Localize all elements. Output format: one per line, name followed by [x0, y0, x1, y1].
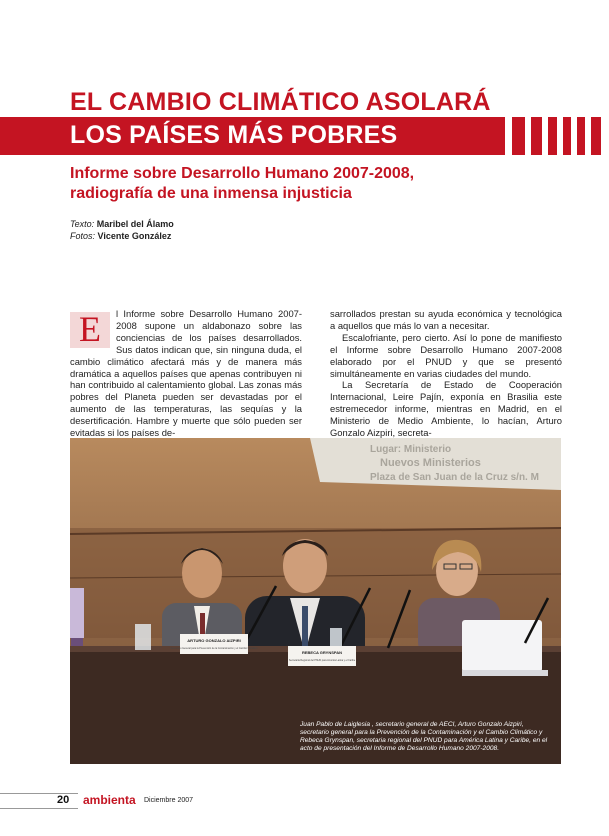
- decor-stripe: [512, 117, 525, 155]
- article-column-2: [330, 308, 562, 439]
- drop-cap: E: [70, 312, 110, 348]
- page-number: 20: [57, 794, 70, 806]
- text-credit-author: Maribel del Álamo: [96, 219, 174, 229]
- backdrop-sign-line: Plaza de San Juan de la Cruz s/n. M: [370, 472, 539, 483]
- paragraph: La Secretaría de Estado de Cooperación Internacional, Leire Pajín, exponía en Brasilia este estremecedor informe, mientras en Madrid, en el Ministerio de Medio Ambiente, lo hacían, Arturo Gonzalo Aizpiri, secreta-: [330, 379, 562, 439]
- decor-stripe: [577, 117, 585, 155]
- paragraph: Escalofriante, pero cierto. Así lo pone de manifiesto el Informe sobre Desarrollo Humano 2007-2008 elaborado por el PNUD y que se presentó simultáneamente en varias ciudades del mundo.: [330, 331, 562, 379]
- text-credit: [70, 219, 174, 230]
- paragraph: sarrollados prestan su ayuda económica y tecnológica a aquellos que más lo van a necesitar.: [330, 308, 562, 331]
- decor-stripe: [548, 117, 557, 155]
- paragraph: l Informe sobre Desarrollo Humano 2007-2008 supone un aldabonazo sobre las conciencias de los países desarrollados. Sus datos indican que, sin ninguna duda, el cambio climático afectará más y de manera más dramática a aquellos países que apenas contribuyen ni han contribuido al calentamiento global. Las zonas más pobres del Planeta pueden ser devastadas por el aumento de las temperaturas, las sequías y la desertificación. Hambre y muerte que sólo pueden ser evitadas si los países de-: [70, 308, 302, 439]
- nameplate-title: Secretario General para la Prevención de la Contaminación y el Cambio Climático: [170, 647, 258, 650]
- nameplate-name: REBECA GRYNSPAN: [301, 650, 343, 655]
- headline-line-1: EL CAMBIO CLIMÁTICO ASOLARÁ: [70, 88, 491, 116]
- photo-credit: [70, 231, 171, 242]
- text-credit-label: Texto:: [70, 219, 95, 229]
- issue-date: Diciembre 2007: [144, 797, 194, 804]
- nameplate-name: ARTURO GONZALO AIZPIRI: [187, 638, 241, 643]
- press-conference-photo: [70, 438, 561, 764]
- decor-stripe: [591, 117, 601, 155]
- nameplate-right: [288, 646, 356, 666]
- photo-credit-label: Fotos:: [70, 231, 96, 241]
- decor-stripe: [563, 117, 571, 155]
- photo-illustration: [70, 438, 561, 764]
- nameplate-title: Secretaria Regional del PNUD para América Latina y el Caribe: [288, 659, 356, 662]
- photo-credit-author: Vicente González: [97, 231, 172, 241]
- photo-caption: Juan Pablo de Laiglesia , secretario general de AECI, Arturo Gonzalo Aizpiri, secretario general para la Prevención de la Contaminación y el Cambio Climático y Rebeca Grynspan, secretaria regional del PNUD para América Latina y Caribe, en el acto de presentación del Informe de Desarrollo Humano 2007-2008.: [300, 721, 548, 752]
- article-column-1: [70, 308, 302, 439]
- magazine-name: ambienta: [83, 793, 136, 807]
- nameplate-left: [171, 634, 259, 654]
- backdrop-sign-line: Lugar: Ministerio: [370, 444, 452, 455]
- article-subtitle: Informe sobre Desarrollo Humano 2007-2008, radiografía de una inmensa injusticia: [70, 165, 415, 202]
- backdrop-sign-line: Nuevos Ministerios: [380, 457, 481, 469]
- decor-stripe: [531, 117, 542, 155]
- headline-line-2: LOS PAÍSES MÁS POBRES: [70, 121, 398, 149]
